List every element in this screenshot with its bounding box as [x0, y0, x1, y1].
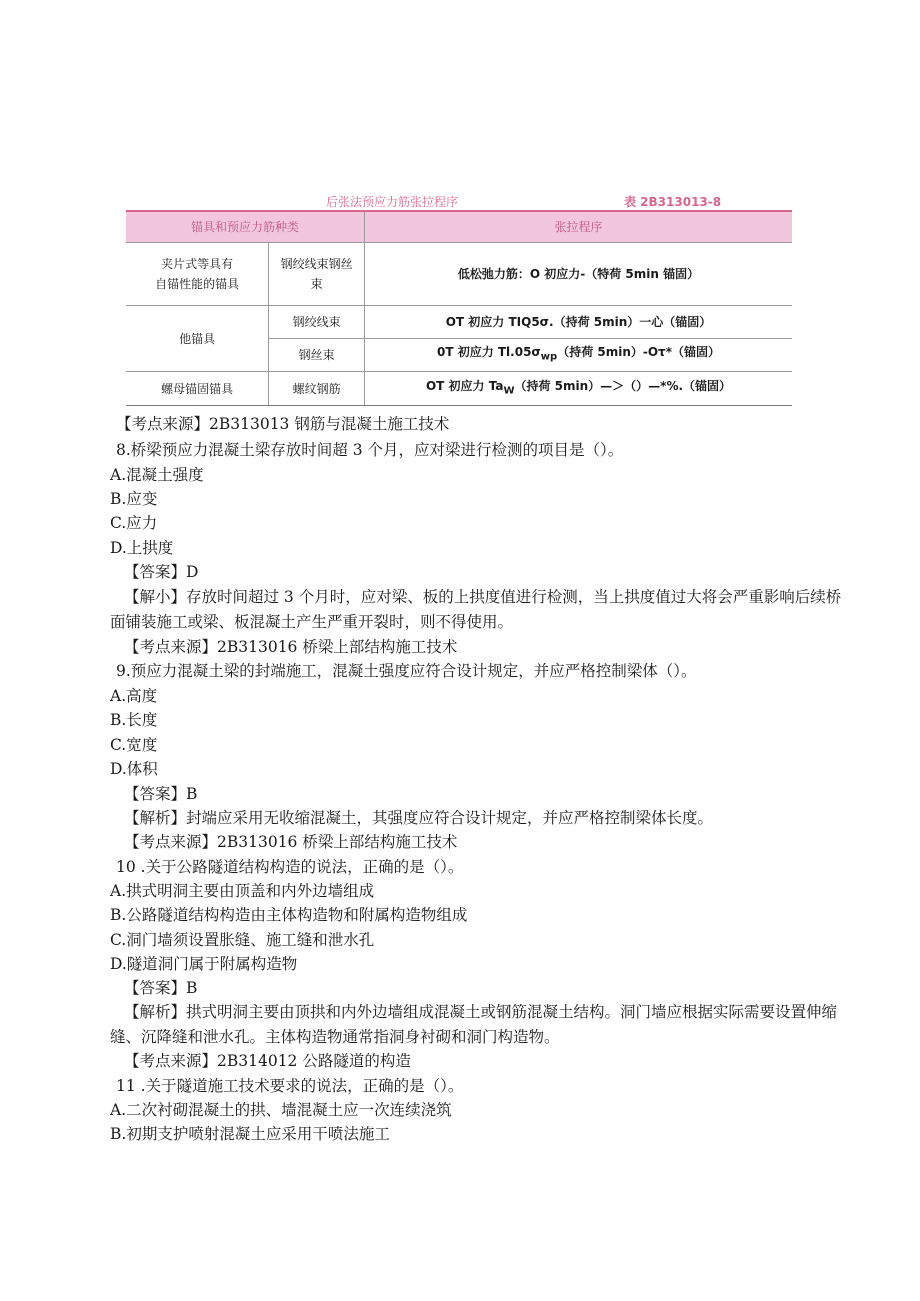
tension-procedure-table — [126, 210, 792, 406]
table-caption — [126, 190, 792, 210]
explanation: 【解小】存放时间超过 3 个月时，应对梁、板的上拱度值进行检测，当上拱度值过大将会严重影响后续桥面铺装施工或梁、板混凝土产生严重开裂时，则不得使用。 — [110, 588, 842, 631]
cell-tendon: 螺纹钢筋 — [269, 372, 365, 406]
option-c: C.宽度 — [110, 736, 158, 754]
source-note: 【考点来源】2B314012 公路隧道的构造 — [124, 1052, 411, 1070]
cell-procedure: 0T 初应力 $Tl.05\sigma_{wp}$（持荷 5min）-Oτ*（锚固） — [365, 339, 793, 372]
option-a: A.二次衬砌混凝土的拱、墙混凝土应一次连续浇筑 — [110, 1101, 452, 1119]
cell-procedure: 低松弛力筋：O 初应力-（特荷 5min 锚固） — [365, 243, 793, 306]
option-d: D.隧道洞门属于附属构造物 — [110, 955, 298, 973]
question-11: 11 .关于隧道施工技术要求的说法，正确的是（）。 — [116, 1077, 464, 1095]
source-note: 【考点来源】2B313016 桥梁上部结构施工技术 — [124, 638, 458, 656]
answer: 【答案】D — [124, 563, 199, 581]
cell-tendon: 钢丝束 — [269, 339, 365, 372]
cell-tendon: 钢绞线束 — [269, 306, 365, 339]
option-b: B.初期支护喷射混凝土应采用干喷法施工 — [110, 1125, 390, 1143]
option-b: B.长度 — [110, 711, 158, 729]
option-b: B.公路隧道结构构造由主体构造物和附属构造物组成 — [110, 906, 468, 924]
cell-anchor: 夹片式等具有 自锚性能的锚具 — [126, 243, 269, 306]
table-row — [126, 243, 792, 306]
option-d: D.上拱度 — [110, 539, 174, 557]
option-b: B.应变 — [110, 490, 158, 508]
header-anchor-type: 锚具和预应力筋种类 — [126, 211, 365, 243]
option-d: D.体积 — [110, 760, 158, 778]
explanation: 【解析】封端应采用无收缩混凝土，其强度应符合设计规定，并应严格控制梁体长度。 — [124, 809, 714, 827]
header-procedure: 张拉程序 — [365, 211, 793, 243]
table-title: 后张法预应力筋张拉程序 — [326, 195, 459, 209]
source-note: 【考点来源】2B313013 钢筋与混凝土施工技术 — [116, 415, 450, 433]
option-c: C.应力 — [110, 514, 158, 532]
table-row — [126, 306, 792, 339]
explanation: 【解析】拱式明洞主要由顶拱和内外边墙组成混凝土或钢筋混凝土结构。洞门墙应根据实际需要设置伸缩缝、沉降缝和泄水孔。主体构造物通常指洞身衬砌和洞门构造物。 — [110, 1003, 838, 1046]
answer: 【答案】B — [124, 785, 198, 803]
option-a: A.高度 — [110, 687, 158, 705]
option-a: A.混凝土强度 — [110, 466, 204, 484]
question-10: 10 .关于公路隧道结构构造的说法，正确的是（）。 — [116, 858, 464, 876]
cell-procedure: OT 初应力 $Ta_W$（持荷 5min）—＞（）—*%.（锚固） — [365, 372, 793, 406]
table-row — [126, 372, 792, 406]
question-9: 9.预应力混凝土梁的封端施工，混凝土强度应符合设计规定，并应严格控制梁体（）。 — [116, 662, 697, 680]
answer: 【答案】B — [124, 979, 198, 997]
cell-anchor: 他锚具 — [126, 306, 269, 372]
table-number: 表 2B313013-8 — [624, 195, 722, 209]
question-8: 8.桥梁预应力混凝土梁存放时间超 3 个月，应对梁进行检测的项目是（）。 — [116, 441, 624, 459]
cell-tendon: 钢绞线束钢丝 束 — [269, 243, 365, 306]
table-header-row — [126, 211, 792, 243]
option-a: A.拱式明洞主要由顶盖和内外边墙组成 — [110, 882, 375, 900]
cell-procedure: OT 初应力 TIQ5σ.（持荷 5min）一心（锚固） — [365, 306, 793, 339]
cell-anchor: 螺母锚固锚具 — [126, 372, 269, 406]
option-c: C.洞门墙须设置胀缝、施工缝和泄水孔 — [110, 931, 375, 949]
source-note: 【考点来源】2B313016 桥梁上部结构施工技术 — [124, 833, 458, 851]
